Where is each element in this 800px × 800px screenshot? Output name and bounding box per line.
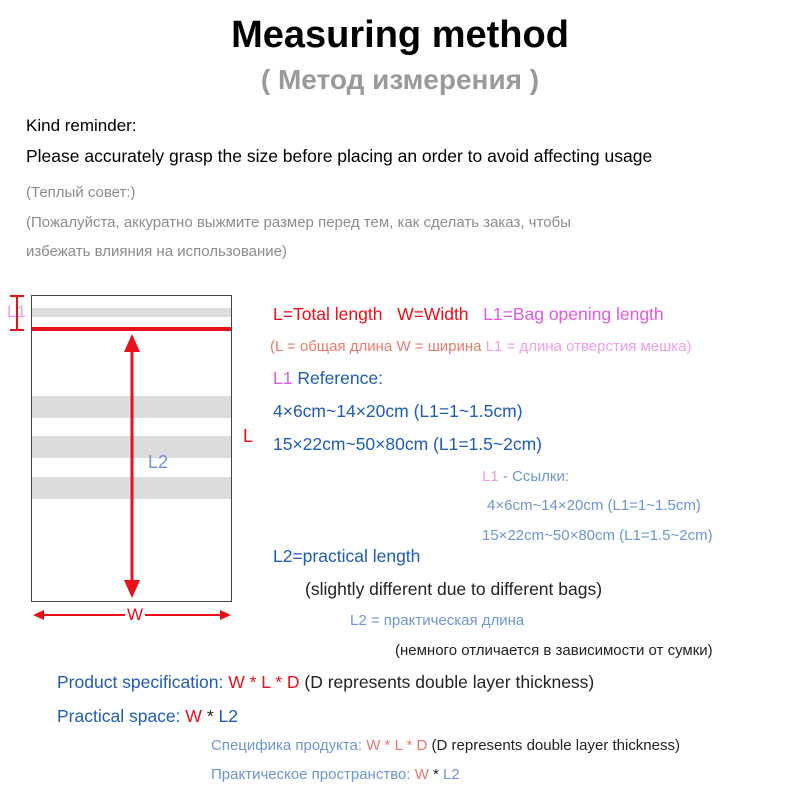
ru-practical-space-star: * [433, 766, 439, 783]
ru-l1-definition: L1 = длина отверстия мешка) [485, 338, 692, 355]
ru-practical-space-line [211, 766, 460, 783]
ru-product-spec-formula: W * L * D [366, 737, 428, 754]
ru-product-spec-label: Специфика продукта: [211, 737, 363, 754]
definitions-line [273, 304, 664, 325]
ru-l-w-definition: (L = общая длина W = ширина [270, 338, 482, 355]
ru-practical-space-label: Практическое пространство: [211, 766, 411, 783]
reference-row-1: 4×6cm~14×20cm (L1=1~1.5cm) [273, 401, 523, 421]
product-spec-label: Product specification: [57, 672, 224, 692]
ru-reference-row-1: 4×6cm~14×20cm (L1=1~1.5cm) [487, 497, 701, 514]
reference-l1: L1 [273, 368, 293, 388]
ru-practical-space-w: W [414, 766, 429, 783]
practical-space-star: * [206, 706, 214, 726]
l-definition: L=Total length [273, 304, 383, 324]
l-label: L [243, 426, 254, 446]
w-label: W [127, 605, 144, 624]
ru-product-specification-line [211, 737, 680, 754]
l2-definition: L2=practical length [273, 546, 421, 566]
practical-space-w: W [185, 706, 202, 726]
l1-label: L1 [7, 302, 26, 321]
definitions-ru-line [270, 338, 691, 355]
ru-practical-space-l2: L2 [443, 766, 460, 783]
page-subtitle: ( Метод измерения ) [260, 64, 540, 95]
reminder-ru-text-line2: избежать влияния на использование) [26, 243, 287, 260]
practical-space-l2: L2 [218, 706, 238, 726]
ru-reference-row-2: 15×22cm~50×80cm (L1=1.5~2cm) [482, 527, 713, 544]
ru-reference-l1: L1 [482, 468, 499, 485]
l2-note: (slightly different due to different bags) [305, 579, 603, 599]
ru-product-spec-note: (D represents double layer thickness) [431, 737, 680, 754]
practical-space-line [57, 706, 238, 727]
reference-heading [273, 368, 383, 389]
product-spec-formula: W * L * D [228, 672, 300, 692]
w-definition: W=Width [397, 304, 469, 324]
reminder-text: Please accurately grasp the size before placing an order to avoid affecting usage [26, 146, 653, 166]
ru-reference-word: - Ссылки: [502, 468, 569, 485]
ru-reference-heading [482, 468, 569, 485]
practical-space-label: Practical space: [57, 706, 181, 726]
ru-l2-definition: L2 = практическая длина [350, 612, 525, 629]
reminder-ru-title: (Теплый совет:) [26, 184, 136, 201]
product-spec-note: (D represents double layer thickness) [304, 672, 595, 692]
reference-row-2: 15×22cm~50×80cm (L1=1.5~2cm) [273, 434, 542, 454]
product-specification-line [57, 672, 594, 693]
l2-arrow [124, 334, 140, 598]
page-title: Measuring method [231, 14, 569, 56]
l2-label: L2 [148, 452, 169, 472]
reminder-title: Kind reminder: [26, 116, 137, 135]
reference-word: Reference: [297, 368, 383, 388]
reminder-ru-text-line1: (Пожалуйста, аккуратно выжмите размер перед тем, как сделать заказ, чтобы [26, 214, 571, 231]
l1-definition: L1=Bag opening length [483, 304, 664, 324]
ru-l2-note: (немного отличается в зависимости от сумки) [395, 642, 713, 659]
